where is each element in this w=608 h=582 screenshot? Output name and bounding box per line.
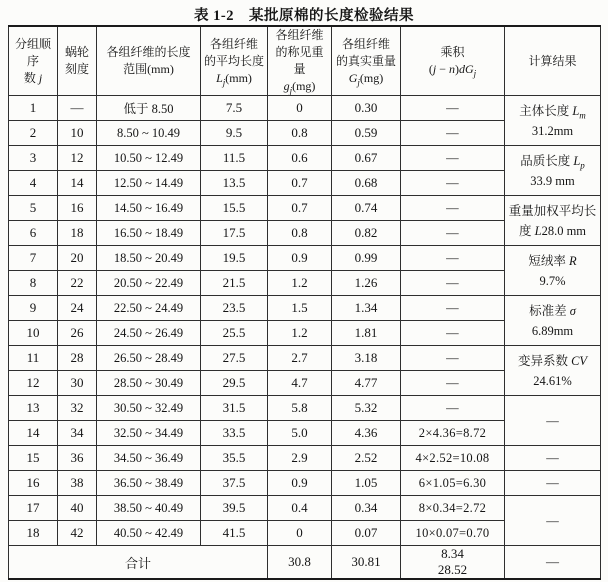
cell-length-range: 20.50 ~ 22.49 xyxy=(97,271,201,296)
column-header-length-range: 各组纤维的长度 范围(mm) xyxy=(97,26,201,96)
cell-measured-weight: 0.8 xyxy=(268,221,332,246)
cell-calc-result: 标准差 σ 6.89mm xyxy=(505,296,601,346)
cell-length-range: 30.50 ~ 32.49 xyxy=(97,396,201,421)
cell-worm-scale: 30 xyxy=(58,371,97,396)
column-header-product: 乘积 $(j - n)dG_j$ xyxy=(401,26,505,96)
cell-true-weight: 0.99 xyxy=(332,246,401,271)
cell-measured-weight: 1.2 xyxy=(268,271,332,296)
cell-product: — xyxy=(401,321,505,346)
cell-true-weight: 5.32 xyxy=(332,396,401,421)
total-product xyxy=(401,546,505,580)
cell-length-range: 18.50 ~ 20.49 xyxy=(97,246,201,271)
cell-measured-weight: 0.9 xyxy=(268,471,332,496)
cell-product: — xyxy=(401,221,505,246)
cell-measured-weight: 2.9 xyxy=(268,446,332,471)
cell-measured-weight: 1.2 xyxy=(268,321,332,346)
cell-length-range: 16.50 ~ 18.49 xyxy=(97,221,201,246)
cell-avg-length: 35.5 xyxy=(201,446,268,471)
total-calc-result: — xyxy=(505,546,601,580)
cell-worm-scale: 10 xyxy=(58,121,97,146)
cell-calc-result: — xyxy=(505,396,601,446)
cell-avg-length: 25.5 xyxy=(201,321,268,346)
cell-avg-length: 11.5 xyxy=(201,146,268,171)
cell-group-index: 7 xyxy=(9,246,58,271)
cell-product: — xyxy=(401,171,505,196)
cell-calc-result: 短绒率 R 9.7% xyxy=(505,246,601,296)
cell-calc-result: — xyxy=(505,496,601,546)
cell-length-range: 34.50 ~ 36.49 xyxy=(97,446,201,471)
cell-calc-result: 品质长度 $L_p$ 33.9 mm xyxy=(505,146,601,196)
column-header-calc-result: 计算结果 xyxy=(505,26,601,96)
cell-group-index: 4 xyxy=(9,171,58,196)
cell-worm-scale: 40 xyxy=(58,496,97,521)
cell-group-index: 11 xyxy=(9,346,58,371)
cell-product: — xyxy=(401,96,505,121)
cell-worm-scale: 34 xyxy=(58,421,97,446)
table-row xyxy=(9,471,601,496)
cell-product: — xyxy=(401,246,505,271)
cell-group-index: 15 xyxy=(9,446,58,471)
cell-worm-scale: — xyxy=(58,96,97,121)
column-header-group-index: 分组顺序 数 j xyxy=(9,26,58,96)
cell-measured-weight: 0.6 xyxy=(268,146,332,171)
cell-avg-length: 27.5 xyxy=(201,346,268,371)
cell-avg-length: 29.5 xyxy=(201,371,268,396)
cell-avg-length: 15.5 xyxy=(201,196,268,221)
cell-true-weight: 0.07 xyxy=(332,521,401,546)
cell-avg-length: 19.5 xyxy=(201,246,268,271)
cell-measured-weight: 0 xyxy=(268,521,332,546)
cell-calc-result: — xyxy=(505,446,601,471)
cell-true-weight: 1.81 xyxy=(332,321,401,346)
cell-true-weight: 0.59 xyxy=(332,121,401,146)
cell-worm-scale: 18 xyxy=(58,221,97,246)
cell-group-index: 3 xyxy=(9,146,58,171)
cell-group-index: 12 xyxy=(9,371,58,396)
cell-calc-result: 重量加权平均长 度 L28.0 mm xyxy=(505,196,601,246)
cell-measured-weight: 0.8 xyxy=(268,121,332,146)
cell-group-index: 17 xyxy=(9,496,58,521)
cell-product: 6×1.05=6.30 xyxy=(401,471,505,496)
column-header-avg-length: 各组纤维 的平均长度 $L_j(mm)$ xyxy=(201,26,268,96)
cell-measured-weight: 4.7 xyxy=(268,371,332,396)
cell-group-index: 10 xyxy=(9,321,58,346)
cell-group-index: 1 xyxy=(9,96,58,121)
cell-length-range: 26.50 ~ 28.49 xyxy=(97,346,201,371)
cell-avg-length: 41.5 xyxy=(201,521,268,546)
cell-true-weight: 1.05 xyxy=(332,471,401,496)
cell-worm-scale: 38 xyxy=(58,471,97,496)
cell-worm-scale: 12 xyxy=(58,146,97,171)
cell-product: 2×4.36=8.72 xyxy=(401,421,505,446)
cell-avg-length: 39.5 xyxy=(201,496,268,521)
cell-product: — xyxy=(401,196,505,221)
cell-length-range: 10.50 ~ 12.49 xyxy=(97,146,201,171)
cell-product: — xyxy=(401,396,505,421)
table-row xyxy=(9,246,601,271)
cell-measured-weight: 5.0 xyxy=(268,421,332,446)
cell-group-index: 2 xyxy=(9,121,58,146)
total-row xyxy=(9,546,601,580)
cell-true-weight: 0.68 xyxy=(332,171,401,196)
cell-worm-scale: 28 xyxy=(58,346,97,371)
table-row xyxy=(9,396,601,421)
cell-product: 10×0.07=0.70 xyxy=(401,521,505,546)
cell-measured-weight: 0 xyxy=(268,96,332,121)
cell-true-weight: 4.77 xyxy=(332,371,401,396)
cell-worm-scale: 26 xyxy=(58,321,97,346)
cell-measured-weight: 0.9 xyxy=(268,246,332,271)
cell-product: — xyxy=(401,121,505,146)
cell-measured-weight: 2.7 xyxy=(268,346,332,371)
column-header-worm-scale: 蜗轮 刻度 xyxy=(58,26,97,96)
cell-worm-scale: 22 xyxy=(58,271,97,296)
cell-worm-scale: 32 xyxy=(58,396,97,421)
cell-group-index: 14 xyxy=(9,421,58,446)
cell-measured-weight: 0.4 xyxy=(268,496,332,521)
cell-avg-length: 17.5 xyxy=(201,221,268,246)
cell-true-weight: 4.36 xyxy=(332,421,401,446)
cell-calc-result: 变异系数 CV 24.61% xyxy=(505,346,601,396)
total-measured-weight: 30.8 xyxy=(268,546,332,580)
cell-true-weight: 2.52 xyxy=(332,446,401,471)
total-product-negative: 8.34 xyxy=(441,546,464,561)
cell-length-range: 22.50 ~ 24.49 xyxy=(97,296,201,321)
cell-avg-length: 33.5 xyxy=(201,421,268,446)
cell-avg-length: 13.5 xyxy=(201,171,268,196)
cell-true-weight: 3.18 xyxy=(332,346,401,371)
cell-true-weight: 0.82 xyxy=(332,221,401,246)
column-header-true-weight: 各组纤维 的真实重量 $G_j(mg)$ xyxy=(332,26,401,96)
table-row xyxy=(9,346,601,371)
cell-avg-length: 23.5 xyxy=(201,296,268,321)
cell-worm-scale: 14 xyxy=(58,171,97,196)
table-row xyxy=(9,146,601,171)
cell-measured-weight: 5.8 xyxy=(268,396,332,421)
cell-length-range: 36.50 ~ 38.49 xyxy=(97,471,201,496)
cell-length-range: 28.50 ~ 30.49 xyxy=(97,371,201,396)
cell-avg-length: 37.5 xyxy=(201,471,268,496)
cell-length-range: 24.50 ~ 26.49 xyxy=(97,321,201,346)
cell-product: 8×0.34=2.72 xyxy=(401,496,505,521)
cell-group-index: 18 xyxy=(9,521,58,546)
cell-worm-scale: 24 xyxy=(58,296,97,321)
cell-group-index: 8 xyxy=(9,271,58,296)
total-true-weight: 30.81 xyxy=(332,546,401,580)
total-product-positive: 28.52 xyxy=(437,562,468,577)
table-row xyxy=(9,96,601,121)
cell-product: — xyxy=(401,296,505,321)
cell-product: — xyxy=(401,371,505,396)
header-row xyxy=(9,26,601,96)
cell-worm-scale: 20 xyxy=(58,246,97,271)
total-label: 合计 xyxy=(9,546,268,580)
cell-group-index: 9 xyxy=(9,296,58,321)
cell-length-range: 12.50 ~ 14.49 xyxy=(97,171,201,196)
cell-worm-scale: 42 xyxy=(58,521,97,546)
column-header-measured-weight: 各组纤维 的称见重量 $g_j(mg)$ xyxy=(268,26,332,96)
cell-length-range: 低于 8.50 xyxy=(97,96,201,121)
cell-avg-length: 21.5 xyxy=(201,271,268,296)
cell-length-range: 40.50 ~ 42.49 xyxy=(97,521,201,546)
cell-worm-scale: 16 xyxy=(58,196,97,221)
table-row xyxy=(9,496,601,521)
length-inspection-table xyxy=(8,25,601,580)
cell-worm-scale: 36 xyxy=(58,446,97,471)
cell-length-range: 38.50 ~ 40.49 xyxy=(97,496,201,521)
cell-group-index: 13 xyxy=(9,396,58,421)
cell-product: — xyxy=(401,346,505,371)
cell-length-range: 14.50 ~ 16.49 xyxy=(97,196,201,221)
cell-avg-length: 31.5 xyxy=(201,396,268,421)
table-row xyxy=(9,446,601,471)
cell-product: — xyxy=(401,146,505,171)
cell-true-weight: 0.74 xyxy=(332,196,401,221)
cell-true-weight: 0.67 xyxy=(332,146,401,171)
cell-true-weight: 0.34 xyxy=(332,496,401,521)
cell-true-weight: 0.30 xyxy=(332,96,401,121)
table-title-text: 表 1-2 某批原棉的长度检验结果 xyxy=(194,8,414,24)
cell-measured-weight: 0.7 xyxy=(268,171,332,196)
table-row xyxy=(9,296,601,321)
cell-measured-weight: 0.7 xyxy=(268,196,332,221)
cell-group-index: 5 xyxy=(9,196,58,221)
cell-length-range: 32.50 ~ 34.49 xyxy=(97,421,201,446)
cell-group-index: 16 xyxy=(9,471,58,496)
cell-true-weight: 1.34 xyxy=(332,296,401,321)
cell-calc-result: — xyxy=(505,471,601,496)
cell-length-range: 8.50 ~ 10.49 xyxy=(97,121,201,146)
cell-product: — xyxy=(401,271,505,296)
cell-group-index: 6 xyxy=(9,221,58,246)
cell-product: 4×2.52=10.08 xyxy=(401,446,505,471)
table-title xyxy=(0,0,608,24)
table-row xyxy=(9,196,601,221)
cell-true-weight: 1.26 xyxy=(332,271,401,296)
cell-measured-weight: 1.5 xyxy=(268,296,332,321)
cell-calc-result: 主体长度 $L_m$ 31.2mm xyxy=(505,96,601,146)
cell-avg-length: 7.5 xyxy=(201,96,268,121)
cell-avg-length: 9.5 xyxy=(201,121,268,146)
